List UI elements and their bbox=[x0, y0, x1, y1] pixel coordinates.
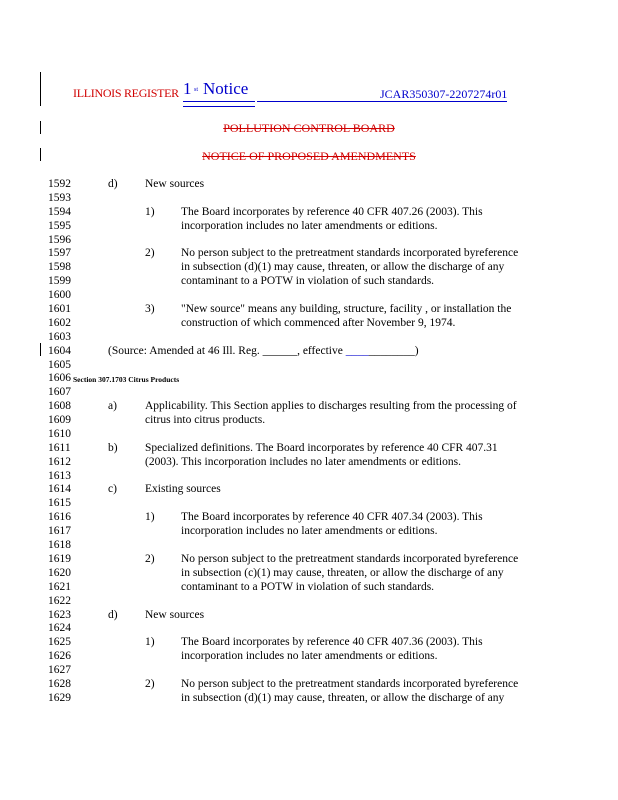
subsection-label: d) bbox=[108, 178, 118, 190]
subsection-label: b) bbox=[108, 442, 118, 454]
line-number: 1614 bbox=[48, 483, 71, 495]
line-number: 1626 bbox=[48, 650, 71, 662]
paragraph-line: No person subject to the pretreatment standards incorporated byreference bbox=[181, 247, 519, 259]
line-number: 1605 bbox=[48, 359, 71, 371]
line-number: 1608 bbox=[48, 400, 71, 412]
change-bar bbox=[40, 343, 41, 356]
line-number: 1629 bbox=[48, 692, 71, 704]
line-number: 1613 bbox=[48, 470, 71, 482]
subsection-heading: New sources bbox=[145, 178, 205, 190]
line-number: 1594 bbox=[48, 206, 71, 218]
paragraph-line: in subsection (d)(1) may cause, threaten, or allow the discharge of any bbox=[181, 261, 505, 273]
paragraph-line: in subsection (d)(1) may cause, threaten, or allow the discharge of any bbox=[181, 692, 505, 704]
line-number: 1593 bbox=[48, 192, 71, 204]
paragraph-line: in subsection (c)(1) may cause, threaten, or allow the discharge of any bbox=[181, 567, 504, 579]
source-date-blank: ____ bbox=[345, 345, 369, 357]
notice-title: NOTICE OF PROPOSED AMENDMENTS bbox=[202, 149, 416, 163]
paragraph-line: incorporation includes no later amendments or editions. bbox=[181, 650, 438, 662]
subsection-heading: New sources bbox=[145, 609, 205, 621]
line-number: 1620 bbox=[48, 567, 71, 579]
subsection-label: c) bbox=[108, 483, 117, 495]
line-number: 1606 bbox=[48, 372, 71, 384]
register-number: 1 bbox=[183, 79, 192, 98]
paragraph-line: construction of which commenced after November 9, 1974. bbox=[181, 317, 456, 329]
paragraph-line: The Board incorporates by reference 40 CFR 407.26 (2003). This bbox=[181, 206, 483, 218]
line-number: 1617 bbox=[48, 525, 71, 537]
line-number: 1615 bbox=[48, 497, 71, 509]
line-number: 1599 bbox=[48, 275, 71, 287]
line-number: 1603 bbox=[48, 331, 71, 343]
jcar-code: JCAR350307-2207274r01 bbox=[380, 87, 508, 101]
paragraph-line: (2003). This incorporation includes no later amendments or editions. bbox=[145, 456, 461, 468]
line-number: 1628 bbox=[48, 678, 71, 690]
notice-label: Notice bbox=[203, 79, 249, 98]
item-label: 1) bbox=[145, 636, 155, 648]
item-label: 2) bbox=[145, 247, 155, 259]
line-number: 1612 bbox=[48, 456, 71, 468]
line-number: 1602 bbox=[48, 317, 71, 329]
line-number: 1600 bbox=[48, 289, 71, 301]
line-number: 1592 bbox=[48, 178, 71, 190]
line-number: 1618 bbox=[48, 539, 71, 551]
board-title: POLLUTION CONTROL BOARD bbox=[223, 121, 395, 135]
paragraph-line: "New source" means any building, structure, facility , or installation the bbox=[181, 303, 512, 315]
source-note-end: ________) bbox=[368, 345, 419, 357]
line-number: 1625 bbox=[48, 636, 71, 648]
subsection-label: d) bbox=[108, 609, 118, 621]
line-number: 1610 bbox=[48, 428, 71, 440]
item-label: 3) bbox=[145, 303, 155, 315]
item-label: 1) bbox=[145, 206, 155, 218]
line-number: 1604 bbox=[48, 345, 71, 357]
section-heading: Section 307.1703 Citrus Products bbox=[73, 375, 180, 384]
paragraph-line: No person subject to the pretreatment standards incorporated byreference bbox=[181, 553, 519, 565]
line-number: 1622 bbox=[48, 595, 71, 607]
register-title: ILLINOIS REGISTER bbox=[73, 86, 179, 100]
line-number: 1621 bbox=[48, 581, 71, 593]
line-number: 1598 bbox=[48, 261, 71, 273]
source-note bbox=[108, 344, 419, 358]
paragraph-line: incorporation includes no later amendments or editions. bbox=[181, 525, 438, 537]
change-bar bbox=[40, 72, 41, 106]
subsection-heading: Existing sources bbox=[145, 483, 221, 495]
paragraph-line: contaminant to a POTW in violation of such standards. bbox=[181, 275, 435, 287]
header-underline bbox=[183, 101, 255, 102]
item-label: 2) bbox=[145, 678, 155, 690]
paragraph-line: The Board incorporates by reference 40 CFR 407.36 (2003). This bbox=[181, 636, 483, 648]
line-number: 1595 bbox=[48, 220, 71, 232]
header-underline bbox=[257, 101, 507, 102]
line-number: 1596 bbox=[48, 234, 71, 246]
line-number: 1616 bbox=[48, 511, 71, 523]
item-label: 2) bbox=[145, 553, 155, 565]
item-label: 1) bbox=[145, 511, 155, 523]
paragraph-line: incorporation includes no later amendments or editions. bbox=[181, 220, 438, 232]
paragraph-line: citrus into citrus products. bbox=[145, 414, 266, 426]
subsection-label: a) bbox=[108, 400, 117, 412]
line-number: 1601 bbox=[48, 303, 71, 315]
line-number: 1624 bbox=[48, 622, 71, 634]
line-number: 1609 bbox=[48, 414, 71, 426]
line-number: 1627 bbox=[48, 664, 71, 676]
header-underline bbox=[183, 106, 255, 107]
line-number: 1623 bbox=[48, 609, 71, 621]
paragraph-line: No person subject to the pretreatment standards incorporated byreference bbox=[181, 678, 519, 690]
paragraph-line: Specialized definitions. The Board incorporates by reference 40 CFR 407.31 bbox=[145, 442, 498, 454]
line-number: 1619 bbox=[48, 553, 71, 565]
source-note-text: (Source: Amended at 46 Ill. Reg. ______, effective bbox=[108, 345, 346, 357]
paragraph-line: Applicability. This Section applies to discharges resulting from the processing of bbox=[145, 400, 517, 412]
line-number: 1597 bbox=[48, 247, 71, 259]
paragraph-line: The Board incorporates by reference 40 CFR 407.34 (2003). This bbox=[181, 511, 483, 523]
register-number-suffix: st bbox=[194, 87, 199, 93]
paragraph-line: contaminant to a POTW in violation of such standards. bbox=[181, 581, 435, 593]
line-number: 1607 bbox=[48, 386, 71, 398]
line-number: 1611 bbox=[48, 442, 71, 454]
